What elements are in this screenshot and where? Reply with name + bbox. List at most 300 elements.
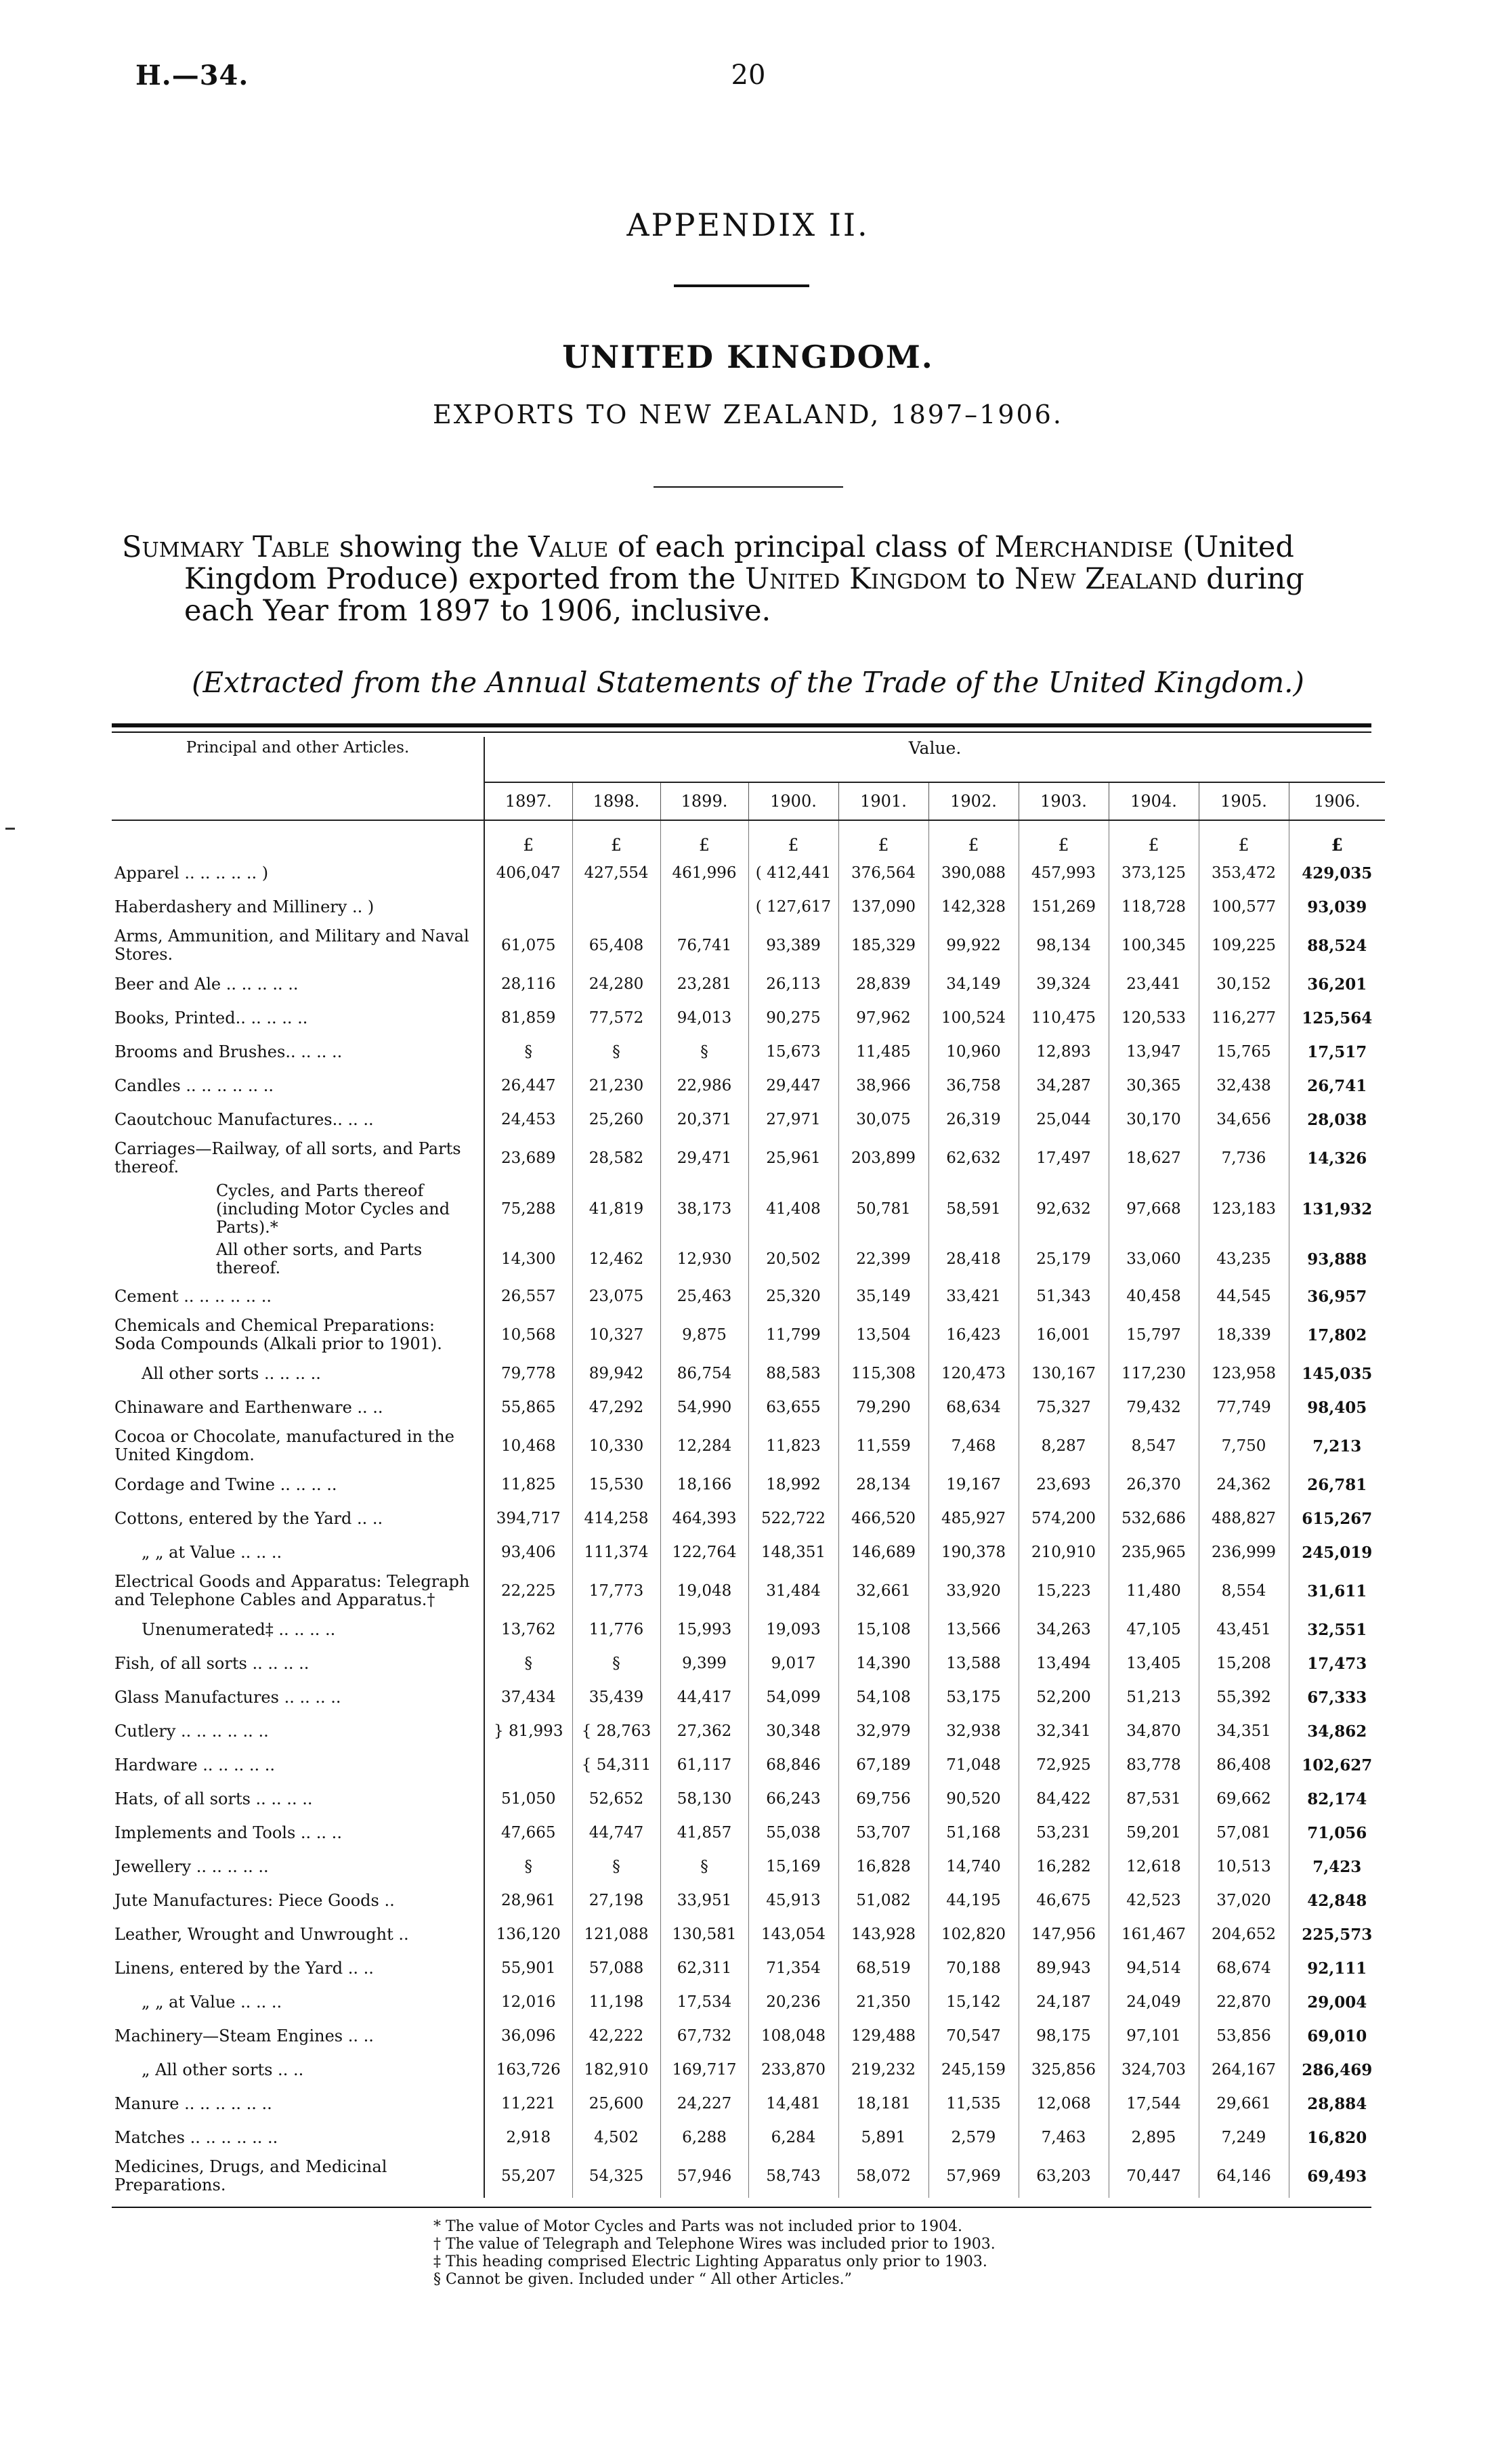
- value-cell: 11,480: [1109, 1569, 1199, 1613]
- article-label-cell: [112, 856, 484, 890]
- article-label: „ All other sorts .. ..: [142, 2060, 304, 2079]
- value-cell: 98,175: [1019, 2019, 1109, 2053]
- article-label-cell: [112, 1313, 484, 1357]
- summary-text: of each principal class of: [608, 530, 995, 564]
- value-cell: 121,088: [572, 1917, 660, 1951]
- table-row: [112, 1001, 1385, 1035]
- value-cell: 67,189: [838, 1748, 928, 1782]
- value-cell: 38,966: [838, 1069, 928, 1103]
- country-title: UNITED KINGDOM.: [562, 339, 934, 375]
- page-number: 20: [731, 60, 766, 91]
- value-cell: 23,441: [1109, 967, 1199, 1001]
- value-cell: 18,339: [1199, 1313, 1289, 1357]
- table-row: [112, 1951, 1385, 1985]
- article-label-cell: [112, 1917, 484, 1951]
- value-cell: 29,661: [1199, 2087, 1289, 2121]
- article-label: Unenumerated‡ .. .. .. ..: [142, 1619, 336, 1639]
- value-cell: 14,300: [484, 1239, 572, 1279]
- value-cell: 26,319: [928, 1103, 1019, 1137]
- value-cell: §: [484, 1850, 572, 1884]
- value-cell: 71,056: [1289, 1816, 1385, 1850]
- value-cell: 427,554: [572, 856, 660, 890]
- value-cell: 373,125: [1109, 856, 1199, 890]
- value-cell: 325,856: [1019, 2053, 1109, 2087]
- value-cell: 26,557: [484, 1279, 572, 1313]
- article-label: Jute Manufactures: Piece Goods ..: [114, 1890, 395, 1910]
- value-cell: 61,117: [660, 1748, 748, 1782]
- value-cell: 93,039: [1289, 890, 1385, 924]
- value-cell: 21,350: [838, 1985, 928, 2019]
- year-header: 1898.: [572, 782, 660, 820]
- value-cell: 24,227: [660, 2087, 748, 2121]
- value-cell: 54,325: [572, 2154, 660, 2198]
- summary-word: United Kingdom: [745, 562, 967, 596]
- value-cell: 13,588: [928, 1647, 1019, 1680]
- value-cell: 55,038: [748, 1816, 838, 1850]
- value-cell: 15,208: [1199, 1647, 1289, 1680]
- table-body: [112, 820, 1385, 2198]
- value-cell: 86,754: [660, 1357, 748, 1390]
- value-cell: 32,661: [838, 1569, 928, 1613]
- value-cell: 464,393: [660, 1502, 748, 1535]
- value-cell: 47,292: [572, 1390, 660, 1424]
- article-label: Medicines, Drugs, and Medicinal Preparations.: [114, 2157, 387, 2194]
- value-cell: 77,572: [572, 1001, 660, 1035]
- value-cell: 6,284: [748, 2121, 838, 2154]
- value-cell: 25,044: [1019, 1103, 1109, 1137]
- value-cell: 54,990: [660, 1390, 748, 1424]
- value-cell: 54,108: [838, 1680, 928, 1714]
- value-cell: 98,405: [1289, 1390, 1385, 1424]
- value-cell: §: [660, 1850, 748, 1884]
- table-row: [112, 1069, 1385, 1103]
- value-cell: 4,502: [572, 2121, 660, 2154]
- article-label-cell: [112, 1035, 484, 1069]
- article-label: Apparel .. .. .. .. .. ): [114, 863, 269, 883]
- value-cell: 488,827: [1199, 1502, 1289, 1535]
- summary-word: Value: [528, 530, 609, 564]
- value-cell: 130,581: [660, 1917, 748, 1951]
- year-header: 1899.: [660, 782, 748, 820]
- unit-cell: £: [1109, 820, 1199, 856]
- value-cell: 54,099: [748, 1680, 838, 1714]
- table-row: [112, 1884, 1385, 1917]
- unit-label-cell: [112, 820, 484, 856]
- value-cell: 34,263: [1019, 1613, 1109, 1647]
- value-cell: 35,439: [572, 1680, 660, 1714]
- value-cell: 97,101: [1109, 2019, 1199, 2053]
- value-cell: §: [572, 1035, 660, 1069]
- unit-cell: £: [572, 820, 660, 856]
- article-label: All other sorts, and Parts thereof.: [216, 1240, 423, 1277]
- article-label-cell: [112, 1535, 484, 1569]
- unit-cell: £: [1019, 820, 1109, 856]
- value-cell: { 54,311: [572, 1748, 660, 1782]
- value-cell: 485,927: [928, 1502, 1019, 1535]
- value-cell: 25,961: [748, 1137, 838, 1180]
- value-cell: 83,778: [1109, 1748, 1199, 1782]
- unit-cell: £: [660, 820, 748, 856]
- value-cell: 11,485: [838, 1035, 928, 1069]
- value-cell: 15,797: [1109, 1313, 1199, 1357]
- value-cell: 118,728: [1109, 890, 1199, 924]
- value-cell: 89,943: [1019, 1951, 1109, 1985]
- value-cell: 130,167: [1019, 1357, 1109, 1390]
- table-row: [112, 1816, 1385, 1850]
- value-cell: 6,288: [660, 2121, 748, 2154]
- article-label: Leather, Wrought and Unwrought ..: [114, 1924, 409, 1944]
- article-label: Beer and Ale .. .. .. .. ..: [114, 974, 299, 994]
- value-cell: 125,564: [1289, 1001, 1385, 1035]
- article-label-cell: [112, 1137, 484, 1180]
- article-label: Hardware .. .. .. .. ..: [114, 1755, 276, 1775]
- value-cell: 12,930: [660, 1239, 748, 1279]
- value-cell: 44,545: [1199, 1279, 1289, 1313]
- value-cell: §: [660, 1035, 748, 1069]
- article-label: Implements and Tools .. .. ..: [114, 1823, 342, 1842]
- article-label-cell: [112, 1390, 484, 1424]
- value-cell: 28,134: [838, 1468, 928, 1502]
- value-cell: 28,038: [1289, 1103, 1385, 1137]
- value-cell: 17,473: [1289, 1647, 1385, 1680]
- value-cell: 182,910: [572, 2053, 660, 2087]
- value-cell: 129,488: [838, 2019, 928, 2053]
- value-cell: 36,096: [484, 2019, 572, 2053]
- value-cell: 122,764: [660, 1535, 748, 1569]
- value-cell: 12,068: [1019, 2087, 1109, 2121]
- value-cell: 58,591: [928, 1180, 1019, 1239]
- table-row: [112, 1569, 1385, 1613]
- value-cell: 32,551: [1289, 1613, 1385, 1647]
- article-label-cell: [112, 1613, 484, 1647]
- value-cell: 100,524: [928, 1001, 1019, 1035]
- value-cell: 68,519: [838, 1951, 928, 1985]
- article-label: Chemicals and Chemical Preparations: Soda Compounds (Alkali prior to 1901).: [114, 1316, 442, 1353]
- table-row: [112, 1985, 1385, 2019]
- article-label: All other sorts .. .. .. ..: [142, 1363, 321, 1383]
- value-cell: 146,689: [838, 1535, 928, 1569]
- value-cell: 44,195: [928, 1884, 1019, 1917]
- value-cell: 17,802: [1289, 1313, 1385, 1357]
- value-cell: 16,423: [928, 1313, 1019, 1357]
- value-cell: 14,390: [838, 1647, 928, 1680]
- article-label: „ „ at Value .. .. ..: [142, 1992, 282, 2012]
- value-cell: 235,965: [1109, 1535, 1199, 1569]
- value-cell: 92,111: [1289, 1951, 1385, 1985]
- value-cell: 8,554: [1199, 1569, 1289, 1613]
- article-label-cell: [112, 1748, 484, 1782]
- value-cell: 97,962: [838, 1001, 928, 1035]
- table-row: [112, 924, 1385, 967]
- value-cell: 233,870: [748, 2053, 838, 2087]
- value-cell: 143,054: [748, 1917, 838, 1951]
- value-cell: 47,665: [484, 1816, 572, 1850]
- table-row: [112, 1850, 1385, 1884]
- table-row: [112, 1782, 1385, 1816]
- article-label: Cycles, and Parts thereof (including Motor Cycles and Parts).*: [216, 1181, 450, 1237]
- article-label-cell: [112, 1001, 484, 1035]
- table-row: [112, 1714, 1385, 1748]
- value-cell: 22,225: [484, 1569, 572, 1613]
- value-cell: 16,001: [1019, 1313, 1109, 1357]
- value-cell: 30,348: [748, 1714, 838, 1748]
- footnote: ‡ This heading comprised Electric Lighting Apparatus only prior to 1903.: [433, 2253, 987, 2270]
- article-label: Manure .. .. .. .. .. ..: [114, 2094, 272, 2113]
- value-cell: 45,913: [748, 1884, 838, 1917]
- article-label-cell: [112, 1985, 484, 2019]
- value-cell: 28,116: [484, 967, 572, 1001]
- value-cell: 203,899: [838, 1137, 928, 1180]
- value-cell: 59,201: [1109, 1816, 1199, 1850]
- article-label: Electrical Goods and Apparatus: Telegraph and Telephone Cables and Apparatus.†: [114, 1572, 470, 1609]
- value-cell: 11,535: [928, 2087, 1019, 2121]
- year-header: 1905.: [1199, 782, 1289, 820]
- value-cell: 25,179: [1019, 1239, 1109, 1279]
- value-cell: 41,857: [660, 1816, 748, 1850]
- year-header: 1900.: [748, 782, 838, 820]
- value-cell: 13,494: [1019, 1647, 1109, 1680]
- value-cell: 42,222: [572, 2019, 660, 2053]
- value-cell: 20,502: [748, 1239, 838, 1279]
- value-cell: 163,726: [484, 2053, 572, 2087]
- value-cell: 11,198: [572, 1985, 660, 2019]
- value-cell: 394,717: [484, 1502, 572, 1535]
- value-cell: 51,343: [1019, 1279, 1109, 1313]
- value-cell: 51,082: [838, 1884, 928, 1917]
- value-cell: 28,839: [838, 967, 928, 1001]
- value-cell: 32,938: [928, 1714, 1019, 1748]
- table-row: [112, 2053, 1385, 2087]
- value-cell: 36,957: [1289, 1279, 1385, 1313]
- value-cell: 12,462: [572, 1239, 660, 1279]
- value-cell: 13,504: [838, 1313, 928, 1357]
- value-cell: 26,447: [484, 1069, 572, 1103]
- value-cell: 24,049: [1109, 1985, 1199, 2019]
- article-label-cell: [112, 1782, 484, 1816]
- value-cell: 23,281: [660, 967, 748, 1001]
- value-cell: 7,213: [1289, 1424, 1385, 1468]
- article-label-cell: [112, 1069, 484, 1103]
- unit-cell: £: [748, 820, 838, 856]
- value-cell: 26,781: [1289, 1468, 1385, 1502]
- value-cell: 15,108: [838, 1613, 928, 1647]
- article-label: Machinery—Steam Engines .. ..: [114, 2026, 374, 2045]
- value-cell: 115,308: [838, 1357, 928, 1390]
- article-label: Jewellery .. .. .. .. ..: [114, 1856, 269, 1876]
- article-label: Chinaware and Earthenware .. ..: [114, 1397, 383, 1417]
- value-cell: 58,072: [838, 2154, 928, 2198]
- value-cell: 18,627: [1109, 1137, 1199, 1180]
- value-cell: 68,846: [748, 1748, 838, 1782]
- value-cell: 93,406: [484, 1535, 572, 1569]
- value-cell: 50,781: [838, 1180, 928, 1239]
- article-label: Hats, of all sorts .. .. .. ..: [114, 1789, 313, 1808]
- value-cell: 68,674: [1199, 1951, 1289, 1985]
- value-cell: 64,146: [1199, 2154, 1289, 2198]
- value-cell: 324,703: [1109, 2053, 1199, 2087]
- value-cell: 22,986: [660, 1069, 748, 1103]
- value-cell: 22,870: [1199, 1985, 1289, 2019]
- footnote: * The value of Motor Cycles and Parts was not included prior to 1904.: [433, 2218, 963, 2235]
- value-cell: 90,275: [748, 1001, 838, 1035]
- value-cell: 31,484: [748, 1569, 838, 1613]
- value-cell: §: [484, 1035, 572, 1069]
- unit-cell: £: [928, 820, 1019, 856]
- article-label: Carriages—Railway, of all sorts, and Parts thereof.: [114, 1139, 461, 1176]
- article-label: Linens, entered by the Yard .. ..: [114, 1958, 374, 1978]
- footnote: § Cannot be given. Included under “ All other Articles.”: [433, 2271, 852, 2288]
- article-label-cell: [112, 1647, 484, 1680]
- year-header: 1902.: [928, 782, 1019, 820]
- value-cell: [572, 890, 660, 924]
- article-label-cell: [112, 924, 484, 967]
- value-cell: 70,447: [1109, 2154, 1199, 2198]
- value-cell: 69,662: [1199, 1782, 1289, 1816]
- unit-cell: £: [484, 820, 572, 856]
- year-header: 1904.: [1109, 782, 1199, 820]
- value-cell: 92,632: [1019, 1180, 1109, 1239]
- article-label: Cutlery .. .. .. .. .. ..: [114, 1721, 269, 1741]
- value-cell: 574,200: [1019, 1502, 1109, 1535]
- value-cell: 204,652: [1199, 1917, 1289, 1951]
- value-cell: 26,370: [1109, 1468, 1199, 1502]
- value-cell: 143,928: [838, 1917, 928, 1951]
- article-label-cell: [112, 2019, 484, 2053]
- value-cell: §: [572, 1850, 660, 1884]
- article-label: Candles .. .. .. .. .. ..: [114, 1076, 274, 1095]
- summary-word: Summary Table: [122, 530, 330, 564]
- value-cell: 94,013: [660, 1001, 748, 1035]
- value-cell: 69,010: [1289, 2019, 1385, 2053]
- value-cell: [484, 1748, 572, 1782]
- value-cell: 406,047: [484, 856, 572, 890]
- year-header: 1906.: [1289, 782, 1385, 820]
- value-cell: 12,284: [660, 1424, 748, 1468]
- value-cell: 88,524: [1289, 924, 1385, 967]
- value-cell: 10,327: [572, 1313, 660, 1357]
- table-bottom-rule: [112, 2207, 1371, 2208]
- value-cell: 9,399: [660, 1647, 748, 1680]
- value-cell: 77,749: [1199, 1390, 1289, 1424]
- value-cell: 67,732: [660, 2019, 748, 2053]
- value-cell: 11,825: [484, 1468, 572, 1502]
- value-cell: 55,901: [484, 1951, 572, 1985]
- value-cell: 43,451: [1199, 1613, 1289, 1647]
- value-cell: 17,534: [660, 1985, 748, 2019]
- article-label-cell: [112, 1951, 484, 1985]
- value-cell: 28,582: [572, 1137, 660, 1180]
- value-cell: 71,048: [928, 1748, 1019, 1782]
- value-cell: 7,463: [1019, 2121, 1109, 2154]
- value-cell: 15,673: [748, 1035, 838, 1069]
- article-label: Matches .. .. .. .. .. ..: [114, 2127, 278, 2147]
- unit-row: [112, 820, 1385, 856]
- year-header: 1903.: [1019, 782, 1109, 820]
- value-cell: 27,971: [748, 1103, 838, 1137]
- value-cell: 19,093: [748, 1613, 838, 1647]
- value-cell: 31,611: [1289, 1569, 1385, 1613]
- value-cell: 15,223: [1019, 1569, 1109, 1613]
- value-cell: ( 412,441: [748, 856, 838, 890]
- value-cell: 15,142: [928, 1985, 1019, 2019]
- unit-cell: £: [1289, 820, 1385, 856]
- summary-word: New Zealand: [1014, 562, 1197, 596]
- value-cell: 2,895: [1109, 2121, 1199, 2154]
- value-cell: [484, 890, 572, 924]
- article-label: „ „ at Value .. .. ..: [142, 1542, 282, 1562]
- summary-word: Merchandise: [994, 530, 1174, 564]
- table-row: [112, 1313, 1385, 1357]
- value-cell: 87,531: [1109, 1782, 1199, 1816]
- value-cell: 76,741: [660, 924, 748, 967]
- value-cell: 18,992: [748, 1468, 838, 1502]
- value-cell: 100,345: [1109, 924, 1199, 967]
- value-cell: 36,201: [1289, 967, 1385, 1001]
- year-header: 1897.: [484, 782, 572, 820]
- article-label-cell: [112, 967, 484, 1001]
- value-cell: 81,859: [484, 1001, 572, 1035]
- value-cell: 29,471: [660, 1137, 748, 1180]
- value-cell: 51,213: [1109, 1680, 1199, 1714]
- value-cell: 110,475: [1019, 1001, 1109, 1035]
- article-label-cell: [112, 1279, 484, 1313]
- value-cell: 28,961: [484, 1884, 572, 1917]
- table-row: [112, 1279, 1385, 1313]
- value-cell: 11,221: [484, 2087, 572, 2121]
- value-cell: 58,130: [660, 1782, 748, 1816]
- value-cell: 12,618: [1109, 1850, 1199, 1884]
- value-cell: 21,230: [572, 1069, 660, 1103]
- value-cell: 7,736: [1199, 1137, 1289, 1180]
- value-cell: 8,547: [1109, 1424, 1199, 1468]
- value-cell: 148,351: [748, 1535, 838, 1569]
- value-cell: 123,183: [1199, 1180, 1289, 1239]
- value-cell: 79,778: [484, 1357, 572, 1390]
- value-cell: 9,875: [660, 1313, 748, 1357]
- value-cell: 57,081: [1199, 1816, 1289, 1850]
- table-row: [112, 2019, 1385, 2053]
- value-cell: [660, 890, 748, 924]
- value-cell: 33,920: [928, 1569, 1019, 1613]
- subtitle-rule: [654, 486, 843, 488]
- table-row: [112, 2121, 1385, 2154]
- value-cell: 414,258: [572, 1502, 660, 1535]
- value-cell: 7,468: [928, 1424, 1019, 1468]
- exports-table: [112, 737, 1385, 2198]
- value-cell: 23,075: [572, 1279, 660, 1313]
- value-cell: 18,166: [660, 1468, 748, 1502]
- value-cell: 41,819: [572, 1180, 660, 1239]
- summary-text: showing the: [330, 530, 529, 564]
- summary-text: (United Kingdom Produce) exported from the: [184, 530, 1294, 596]
- article-label: Glass Manufactures .. .. .. ..: [114, 1687, 341, 1707]
- value-cell: 51,050: [484, 1782, 572, 1816]
- value-cell: 466,520: [838, 1502, 928, 1535]
- value-cell: 69,493: [1289, 2154, 1385, 2198]
- value-cell: 19,048: [660, 1569, 748, 1613]
- article-label: Cement .. .. .. .. .. ..: [114, 1286, 272, 1306]
- article-label-cell: [112, 1103, 484, 1137]
- value-cell: 89,942: [572, 1357, 660, 1390]
- table-row: [112, 1535, 1385, 1569]
- value-cell: 353,472: [1199, 856, 1289, 890]
- value-cell: 169,717: [660, 2053, 748, 2087]
- table-header-row: [112, 737, 1385, 782]
- value-cell: 264,167: [1199, 2053, 1289, 2087]
- value-cell: 93,888: [1289, 1239, 1385, 1279]
- value-cell: 33,951: [660, 1884, 748, 1917]
- value-cell: 137,090: [838, 890, 928, 924]
